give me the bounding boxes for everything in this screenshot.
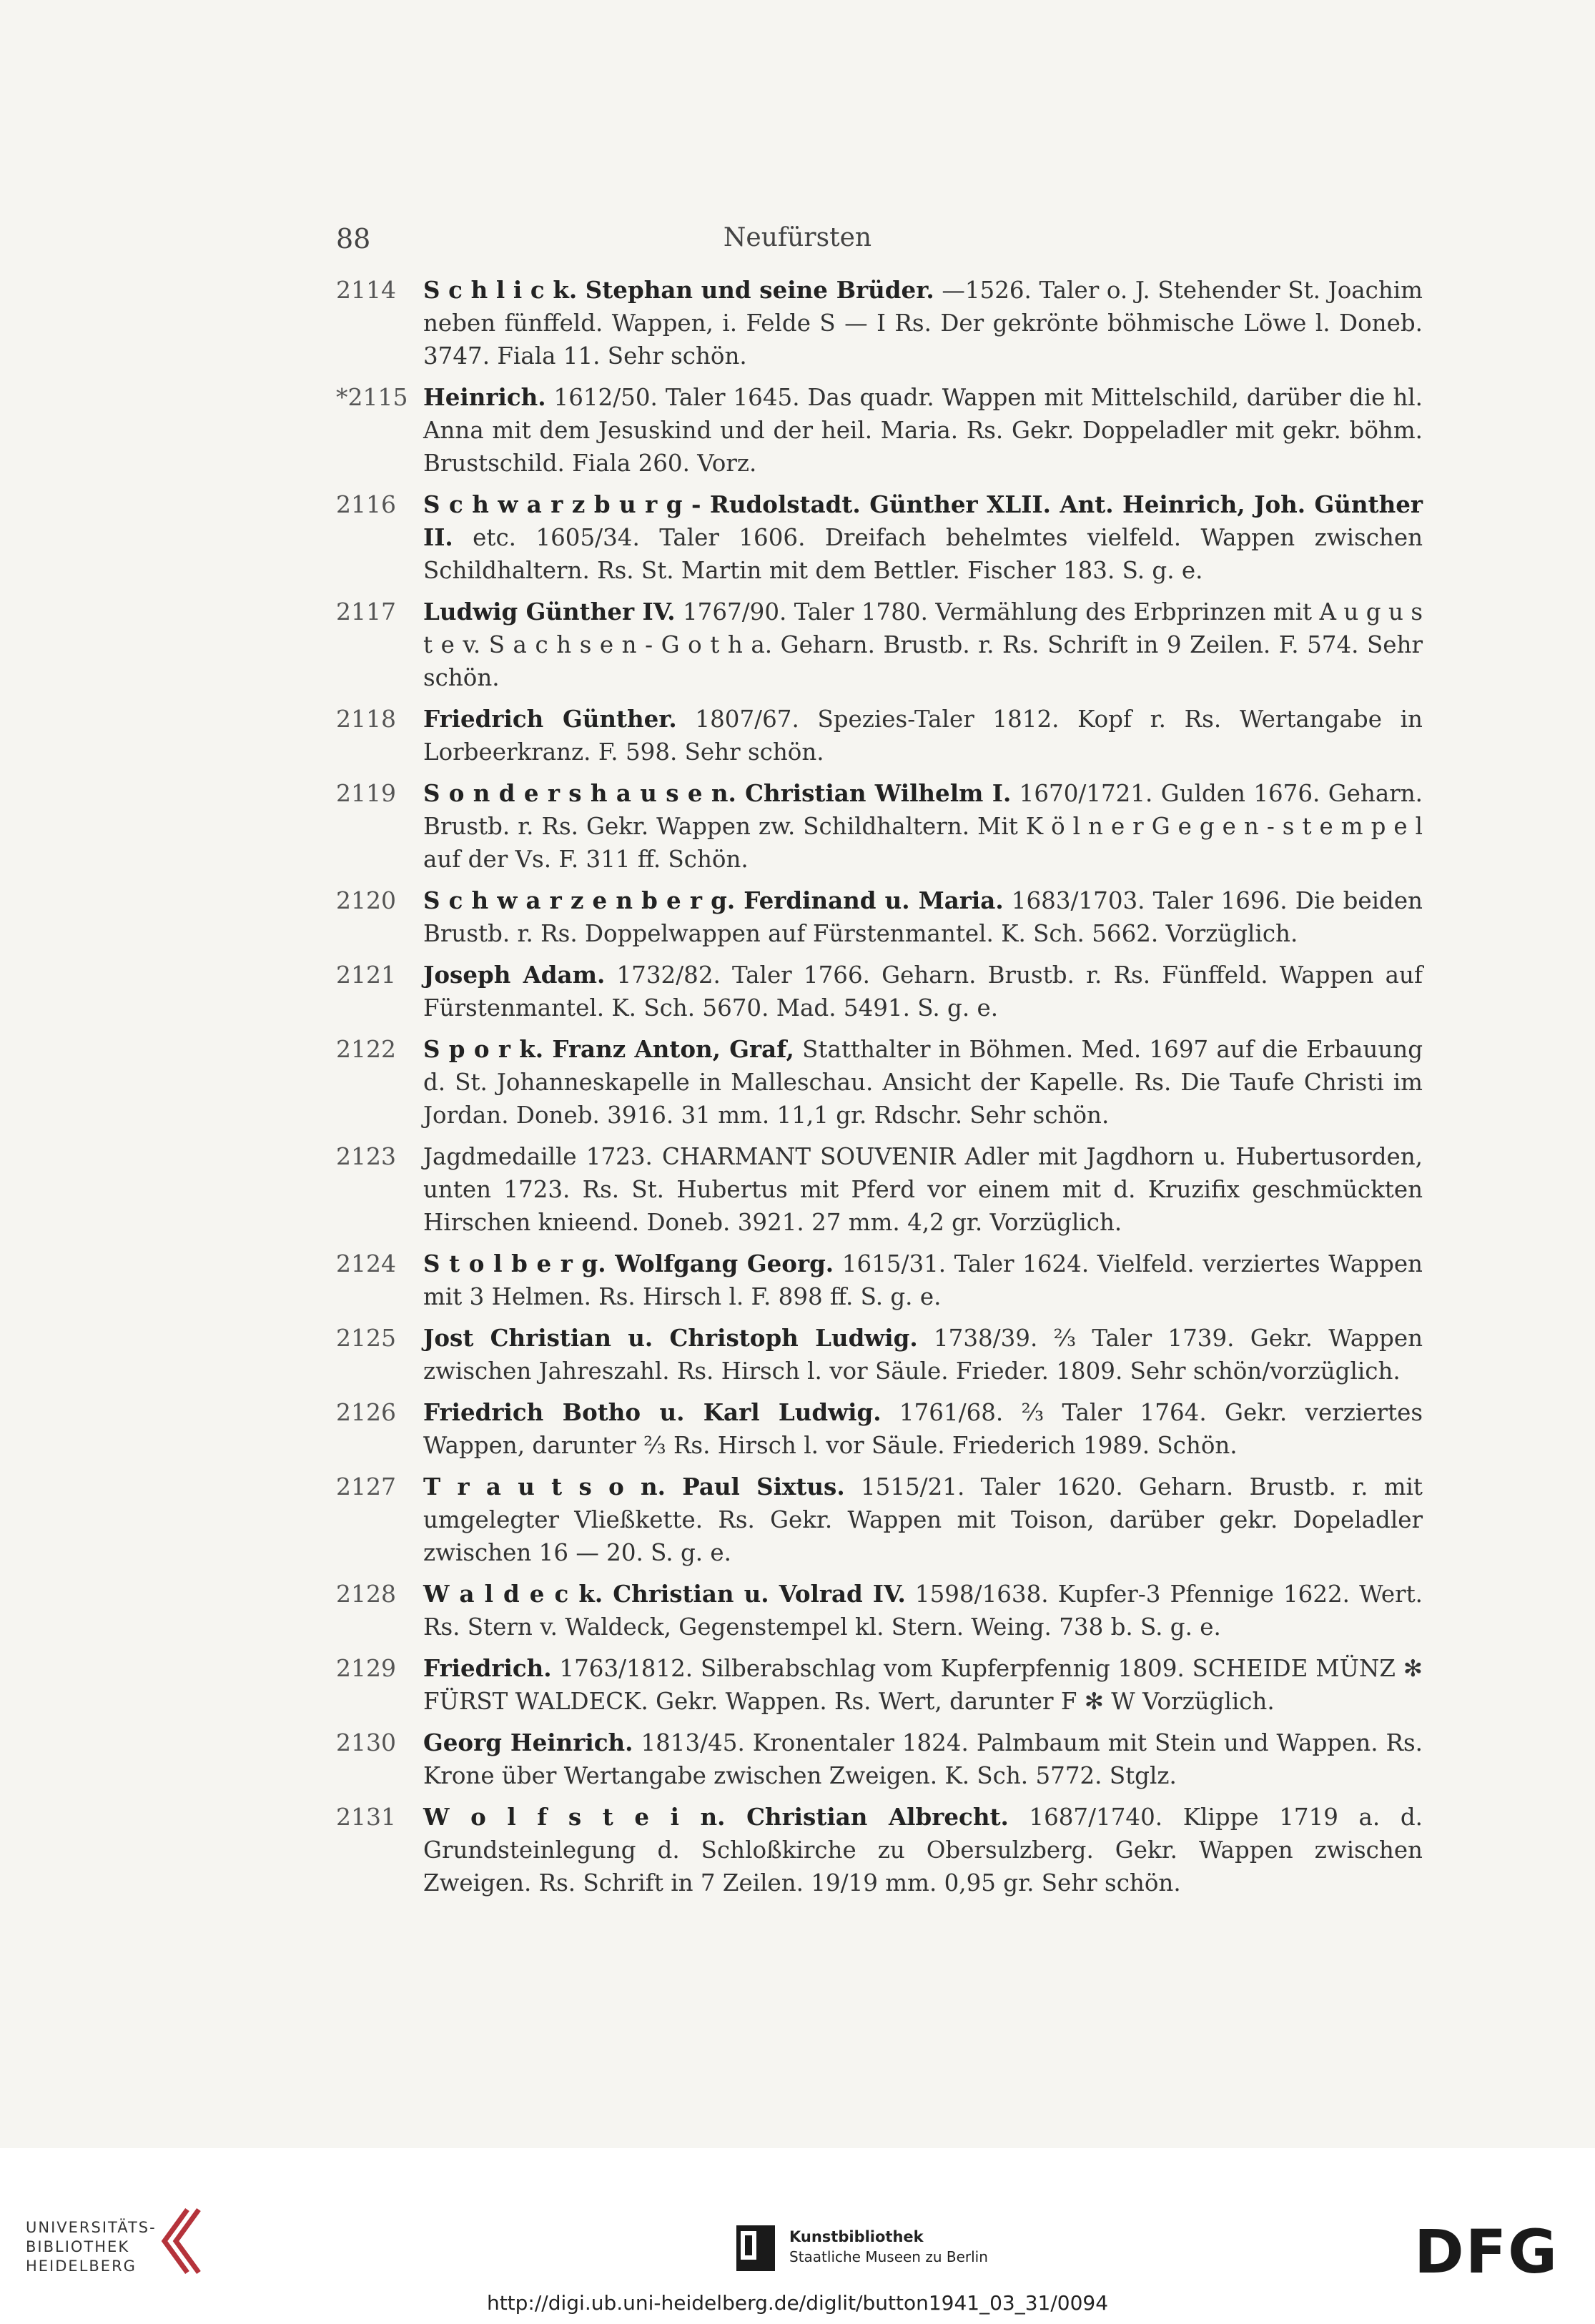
- running-head: Neufürsten: [723, 223, 872, 252]
- lot-number: 2119: [336, 779, 396, 807]
- entry-text: [423, 1247, 1423, 1313]
- entry-name: Ludwig Günther IV.: [423, 598, 676, 625]
- catalog-entry: [336, 595, 1423, 694]
- entry-description: —1526. Taler o. J. Stehender St. Joachim neben fünffeld. Wappen, i. Felde S — I Rs. Der gekrönte böhmische Löwe l. Doneb. 3747. Fiala 11. Sehr schön.: [423, 277, 1423, 370]
- entry-name: S o n d e r s h a u s e n. Christian Wilhelm I.: [423, 779, 1012, 807]
- entry-name: Heinrich.: [423, 383, 546, 411]
- entry-description: 1763/1812. Silberabschlag vom Kupferpfennig 1809. SCHEIDE MÜNZ ✻ FÜRST WALDECK. Gekr. Wappen. Rs. Wert, darunter F ✻ W Vorzüglich.: [423, 1655, 1423, 1715]
- entry-name: S c h w a r z e n b e r g. Ferdinand u. Maria.: [423, 886, 1004, 914]
- entry-description: 1615/31. Taler 1624. Vielfeld. verziertes Wappen mit 3 Helmen. Rs. Hirsch l. F. 898 ff. S. g. e.: [423, 1250, 1423, 1310]
- entry-text: [423, 381, 1423, 480]
- kunstbibliothek-logo[interactable]: [789, 2227, 988, 2267]
- catalog-entry: [336, 1396, 1423, 1462]
- kunstbibliothek-logo-icon: [736, 2225, 775, 2271]
- lot-number: 2125: [336, 1324, 396, 1352]
- entry-text: [423, 1801, 1423, 1899]
- catalog-entry: [336, 1140, 1423, 1239]
- entry-name: Friedrich.: [423, 1654, 552, 1682]
- entry-description: 1683/1703. Taler 1696. Die beiden Brustb. r. Rs. Doppelwappen auf Fürstenmantel. K. Sch. 5662. Vorzüglich.: [423, 887, 1423, 947]
- catalog-entry: [336, 1470, 1423, 1569]
- catalog-entry: [336, 381, 1423, 480]
- entry-name: W a l d e c k. Christian u. Volrad IV.: [423, 1580, 906, 1608]
- lot-number: 2131: [336, 1803, 396, 1831]
- lot-number: 2118: [336, 705, 396, 733]
- entry-description: 1670/1721. Gulden 1676. Geharn. Brustb. r. Rs. Gekr. Wappen zw. Schildhaltern. Mit K ö l n e r G e g e n - s t e m p e l auf der Vs. F. 311 ff. Schön.: [423, 780, 1423, 873]
- entry-description: 1813/45. Kronentaler 1824. Palmbaum mit Stein und Wappen. Rs. Krone über Wertangabe zwischen Zweigen. K. Sch. 5772. Stglz.: [423, 1729, 1423, 1789]
- lot-number: 2123: [336, 1142, 396, 1170]
- entry-description: 1598/1638. Kupfer-3 Pfennige 1622. Wert. Rs. Stern v. Waldeck, Gegenstempel kl. Stern. Weing. 738 b. S. g. e.: [423, 1581, 1423, 1641]
- catalog-entry: [336, 488, 1423, 587]
- entry-text: [423, 1396, 1423, 1462]
- entry-text: [423, 884, 1423, 950]
- lot-number: 2130: [336, 1729, 396, 1756]
- lot-number: 2114: [336, 276, 396, 304]
- lot-number: 2120: [336, 886, 396, 914]
- entry-name: Joseph Adam.: [423, 961, 606, 989]
- catalog-entry: [336, 1322, 1423, 1388]
- catalog-entries: [336, 274, 1423, 1908]
- lot-number: 2126: [336, 1398, 396, 1426]
- entry-name: S p o r k. Franz Anton, Graf,: [423, 1035, 794, 1063]
- entry-name: S t o l b e r g. Wolfgang Georg.: [423, 1250, 834, 1277]
- catalog-entry: [336, 1801, 1423, 1899]
- entry-text: [423, 1322, 1423, 1388]
- entry-description: etc. 1605/34. Taler 1606. Dreifach behelmtes vielfeld. Wappen zwischen Schildhaltern. Rs. St. Martin mit dem Bettler. Fischer 183. S. g. e.: [423, 524, 1423, 584]
- entry-name: Georg Heinrich.: [423, 1729, 633, 1756]
- entry-description: 1687/1740. Klippe 1719 a. d. Grundsteinlegung d. Schloßkirche zu Obersulzberg. Gekr. Wappen zwischen Zweigen. Rs. Schrift in 7 Zeilen. 19/19 mm. 0,95 gr. Sehr schön.: [423, 1804, 1423, 1897]
- lot-number: 2124: [336, 1250, 396, 1277]
- catalog-entry: [336, 1033, 1423, 1132]
- university-library-logo[interactable]: [26, 2218, 157, 2276]
- entry-name: Jost Christian u. Christoph Ludwig.: [423, 1324, 918, 1352]
- catalog-entry: [336, 1247, 1423, 1313]
- entry-text: [423, 1033, 1423, 1132]
- lot-number: 2129: [336, 1654, 396, 1682]
- permalink-url[interactable]: http://digi.ub.uni-heidelberg.de/diglit/button1941_03_31/0094: [486, 2291, 1109, 2315]
- entry-name: Friedrich Günther.: [423, 705, 677, 733]
- viewer-footer: [0, 2148, 1595, 2324]
- entry-text: [423, 703, 1423, 768]
- entry-text: [423, 274, 1423, 372]
- entry-text: [423, 959, 1423, 1024]
- entry-description: Jagdmedaille 1723. CHARMANT SOUVENIR Adler mit Jagdhorn u. Hubertusorden, unten 1723. Rs. St. Hubertus mit Pferd vor einem mit d. Kruzifix geschmückten Hirschen knieend. Doneb. 3921. 27 mm. 4,2 gr. Vorzüglich.: [423, 1143, 1423, 1236]
- entry-description: 1515/21. Taler 1620. Geharn. Brustb. r. mit umgelegter Vließkette. Rs. Gekr. Wappen mit Toison, darüber gekr. Dopeladler zwischen 16 — 20. S. g. e.: [423, 1473, 1423, 1566]
- entry-name: Friedrich Botho u. Karl Ludwig.: [423, 1398, 882, 1426]
- catalog-entry: [336, 959, 1423, 1024]
- entry-description: 1738/39. ⅔ Taler 1739. Gekr. Wappen zwischen Jahreszahl. Rs. Hirsch l. vor Säule. Frieder. 1809. Sehr schön/vorzüglich.: [423, 1325, 1423, 1385]
- catalog-entry: [336, 884, 1423, 950]
- catalog-entry: [336, 1652, 1423, 1718]
- entry-text: [423, 1140, 1423, 1239]
- entry-text: [423, 595, 1423, 694]
- logo-line: BIBLIOTHEK: [26, 2238, 130, 2255]
- catalog-entry: [336, 1578, 1423, 1643]
- entry-description: 1612/50. Taler 1645. Das quadr. Wappen mit Mittelschild, darüber die hl. Anna mit dem Jesuskind und der heil. Maria. Rs. Gekr. Doppeladler mit gekr. böhm. Brustschild. Fiala 260. Vorz.: [423, 384, 1423, 477]
- entry-description: 1807/67. Spezies-Taler 1812. Kopf r. Rs. Wertangabe in Lorbeerkranz. F. 598. Sehr schön.: [423, 706, 1423, 766]
- entry-description: 1732/82. Taler 1766. Geharn. Brustb. r. Rs. Fünffeld. Wappen auf Fürstenmantel. K. Sch. 5670. Mad. 5491. S. g. e.: [423, 961, 1423, 1022]
- lot-number: 2122: [336, 1035, 396, 1063]
- entry-text: [423, 1470, 1423, 1569]
- catalog-entry: [336, 274, 1423, 372]
- entry-text: [423, 1578, 1423, 1643]
- page-number: 88: [336, 223, 371, 254]
- logo-line: UNIVERSITÄTS-: [26, 2219, 157, 2236]
- kb-subtitle: Staatliche Museen zu Berlin: [789, 2248, 988, 2265]
- catalog-entry: [336, 703, 1423, 768]
- entry-text: [423, 1726, 1423, 1792]
- entry-text: [423, 1652, 1423, 1718]
- lot-number: 2117: [336, 598, 396, 625]
- entry-name: W o l f s t e i n. Christian Albrecht.: [423, 1803, 1009, 1831]
- catalog-entry: [336, 777, 1423, 876]
- logo-line: HEIDELBERG: [26, 2258, 137, 2275]
- catalog-entry: [336, 1726, 1423, 1792]
- entry-description: 1767/90. Taler 1780. Vermählung des Erbprinzen mit A u g u s t e v. S a c h s e n - G o t h a. Geharn. Brustb. r. Rs. Schrift in 9 Zeilen. F. 574. Sehr schön.: [423, 598, 1423, 691]
- entry-description: Statthalter in Böhmen. Med. 1697 auf die Erbauung d. St. Johanneskapelle in Malleschau. Ansicht der Kapelle. Rs. Die Taufe Christi im Jordan. Doneb. 3916. 31 mm. 11,1 gr. Rdschr. Sehr schön.: [423, 1036, 1423, 1129]
- lot-number: 2116: [336, 490, 396, 518]
- kb-title: Kunstbibliothek: [789, 2228, 924, 2245]
- entry-name: T r a u t s o n. Paul Sixtus.: [423, 1473, 845, 1500]
- entry-description: 1761/68. ⅔ Taler 1764. Gekr. verziertes Wappen, darunter ⅔ Rs. Hirsch l. vor Säule. Friederich 1989. Schön.: [423, 1399, 1423, 1459]
- entry-text: [423, 488, 1423, 587]
- dfg-logo[interactable]: DFG: [1414, 2217, 1559, 2287]
- lot-number: 2127: [336, 1473, 396, 1500]
- lot-number: *2115: [336, 383, 408, 411]
- lot-number: 2128: [336, 1580, 396, 1608]
- entry-text: [423, 777, 1423, 876]
- university-library-mark-icon: [159, 2205, 204, 2277]
- entry-name: S c h l i c k. Stephan und seine Brüder.: [423, 276, 934, 304]
- entry-name: S c h w a r z b u r g - Rudolstadt. Günther XLII. Ant. Heinrich, Joh. Günther II.: [423, 490, 1423, 551]
- lot-number: 2121: [336, 961, 396, 989]
